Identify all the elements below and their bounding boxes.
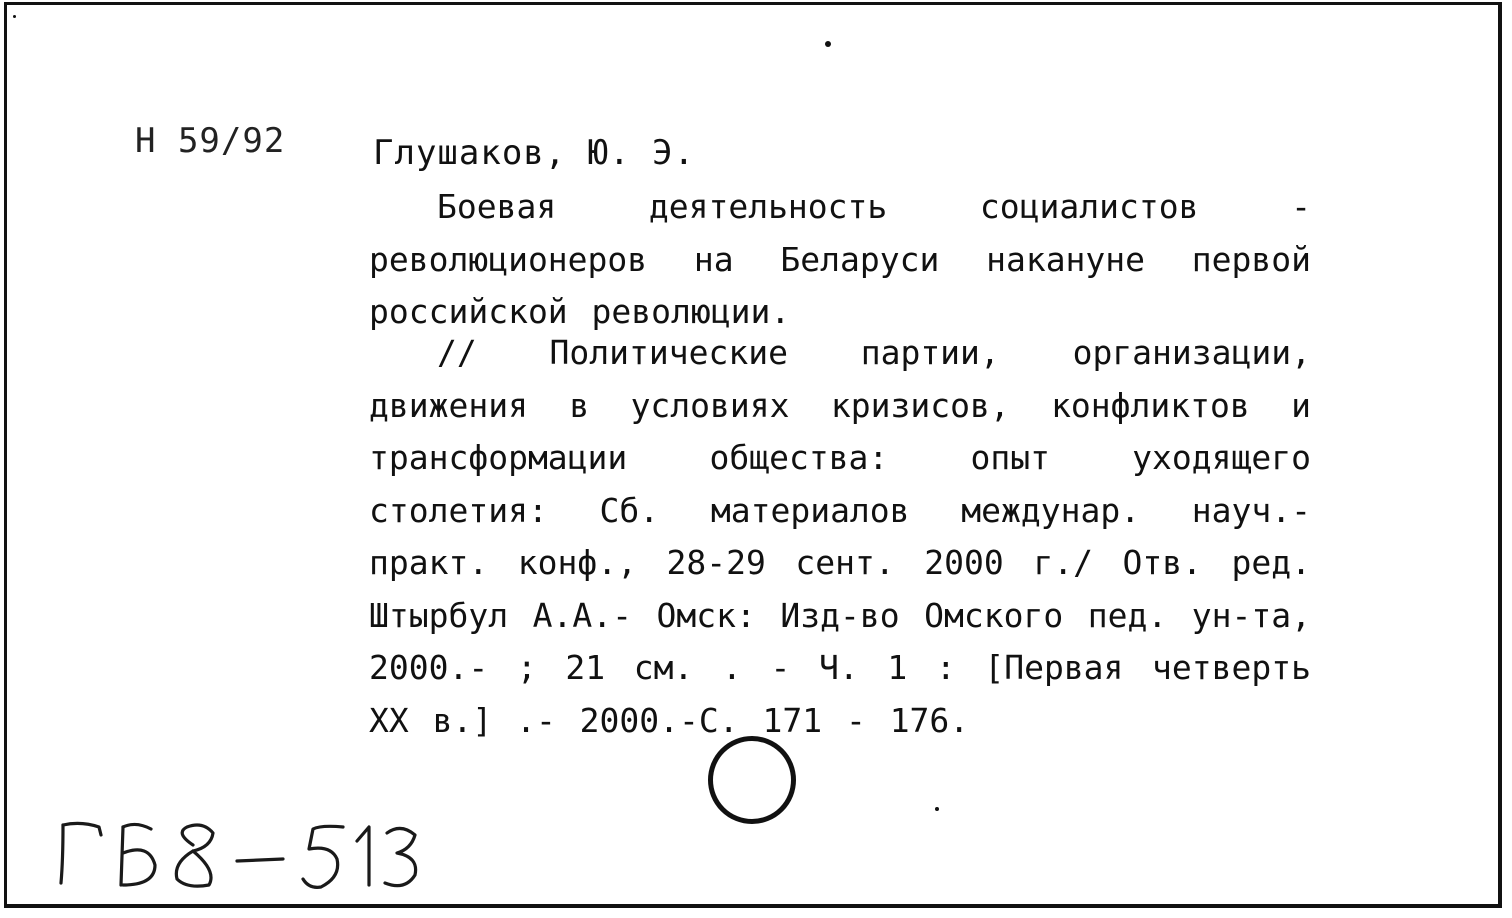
handwritten-accession-code — [51, 805, 431, 895]
shelfmark: Н 59/92 — [135, 121, 286, 161]
catalog-card — [4, 2, 1502, 908]
author-name: Глушаков, Ю. Э. — [373, 133, 696, 173]
ink-speck — [13, 15, 16, 18]
work-title: Боевая деятельность социалистов - революционеров на Беларуси накануне первой российской революции. — [369, 187, 1311, 331]
ink-speck — [935, 807, 939, 811]
punch-hole — [708, 736, 796, 824]
source-description: // Политические партии, организации, движения в условиях кризисов, конфликтов и трансформации общества: опыт уходящего столетия: Сб. материалов междунар. науч.-практ. конф., 28-29 сент. 2000 г./ Отв. ред. Штырбул А.А.- Омск: Изд-во Омского пед. ун-та, 2000.- ; 21 см. . - Ч. 1 : [Первая четверть XX в.] .- 2000.-С. 171 - 176. — [369, 333, 1311, 740]
ink-speck — [825, 41, 831, 47]
